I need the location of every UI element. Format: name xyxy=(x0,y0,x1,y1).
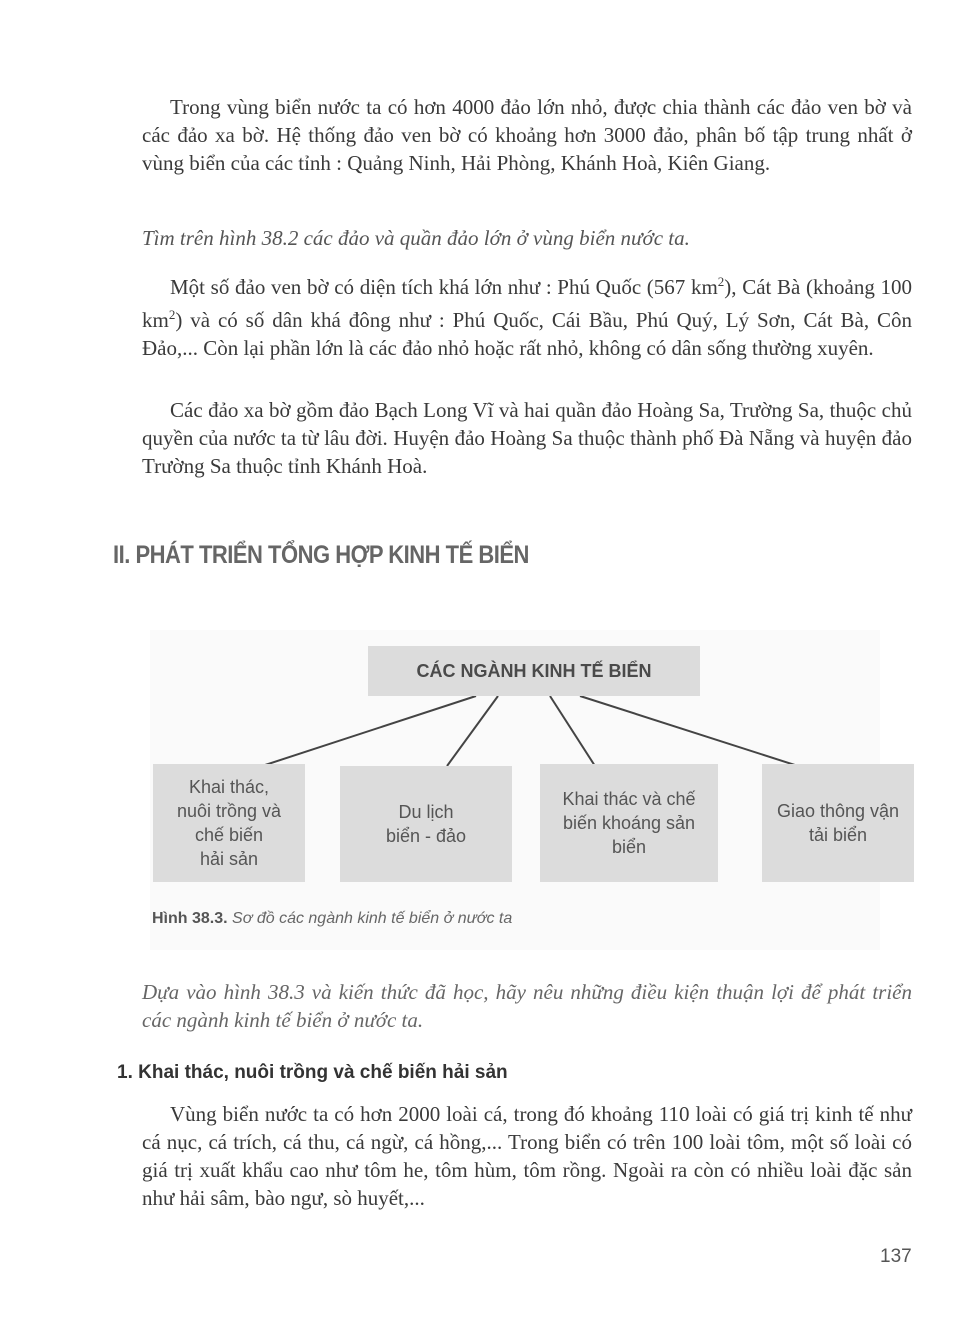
question-conditions xyxy=(142,978,912,1034)
paragraph-text: Trong vùng biển nước ta có hơn 4000 đảo lớn nhỏ, được chia thành các đảo ven bờ và các đảo xa bờ. Hệ thống đảo ven bờ có khoảng hơn 3000 đảo, phân bố tập trung nhất ở vùng biển của các tỉnh : Quảng Ninh, Hải Phòng, Khánh Hoà, Kiên Giang. xyxy=(142,95,912,175)
subsection-heading: 1. Khai thác, nuôi trồng và chế biến hải sản xyxy=(117,1062,508,1083)
paragraph-text-b: ), Cát Bà (khoảng 100 km xyxy=(142,275,912,332)
box-line: tải biển xyxy=(808,825,868,845)
section-heading: II. PHÁT TRIỂN TỔNG HỢP KINH TẾ BIỂN xyxy=(113,540,529,569)
paragraph-text: Các đảo xa bờ gồm đảo Bạch Long Vĩ và hai quần đảo Hoàng Sa, Trường Sa, thuộc chủ quyền của nước ta từ lâu đời. Huyện đảo Hoàng Sa thuộc thành phố Đà Nẵng và huyện đảo Trường Sa thuộc tỉnh Khánh Hoà. xyxy=(142,398,912,478)
connector-line-3 xyxy=(550,696,595,766)
diagram-box-tourism xyxy=(340,766,512,882)
box-line: Giao thông vận xyxy=(776,801,900,821)
superscript-2: 2 xyxy=(717,274,725,289)
superscript-2: 2 xyxy=(168,307,176,322)
question-text: Dựa vào hình 38.3 và kiến thức đã học, hãy nêu những điều kiện thuận lợi để phát triển các ngành kinh tế biển ở nước ta. xyxy=(142,980,912,1032)
figure-caption xyxy=(152,910,512,928)
paragraph-fisheries xyxy=(142,1100,912,1212)
connector-line-1 xyxy=(262,696,476,766)
diagram-root-box xyxy=(368,646,700,696)
paragraph-text-a: Một số đảo ven bờ có diện tích khá lớn như : Phú Quốc (567 km xyxy=(170,275,718,299)
question-text: Tìm trên hình 38.2 các đảo và quần đảo lớn ở vùng biển nước ta. xyxy=(142,226,690,250)
box-line: biến khoáng sản xyxy=(562,813,696,833)
caption-text: Sơ đồ các ngành kinh tế biển ở nước ta xyxy=(232,910,513,927)
diagram-box-fisheries xyxy=(153,764,305,882)
box-line: biển - đảo xyxy=(385,826,467,846)
box-line: biển xyxy=(611,837,647,857)
connector-line-4 xyxy=(580,696,798,766)
page-number: 137 xyxy=(880,1246,912,1267)
box-line: Khai thác, xyxy=(188,777,270,797)
caption-label: Hình 38.3. xyxy=(152,910,228,927)
box-line: Khai thác và chế xyxy=(562,789,696,809)
diagram-root-label: CÁC NGÀNH KINH TẾ BIỂN xyxy=(416,661,652,681)
paragraph-text: Vùng biển nước ta có hơn 2000 loài cá, trong đó khoảng 110 loài có giá trị kinh tế như cá nục, cá trích, cá thu, cá ngừ, cá hồng,... Trong biển có trên 100 loài tôm, một số loài có giá trị xuất khẩu cao như tôm he, tôm hùm, tôm rồng. Ngoài ra còn có nhiều loài đặc sản như hải sâm, bào ngư, sò huyết,... xyxy=(142,1102,912,1210)
diagram-box-mining xyxy=(540,764,718,882)
box-line: nuôi trồng và xyxy=(176,801,282,821)
box-line: Du lịch xyxy=(398,802,454,822)
paragraph-text-c: ) và có số dân khá đông như : Phú Quốc, Cái Bầu, Phú Quý, Lý Sơn, Cát Bà, Côn Đảo,... Còn lại phần lớn là các đảo nhỏ hoặc rất nhỏ, không có dân sống thường xuyên. xyxy=(142,308,912,360)
diagram-box-transport xyxy=(762,764,914,882)
box-line: chế biến xyxy=(194,825,264,845)
box-line: hải sản xyxy=(199,849,259,869)
connector-line-2 xyxy=(447,696,498,766)
